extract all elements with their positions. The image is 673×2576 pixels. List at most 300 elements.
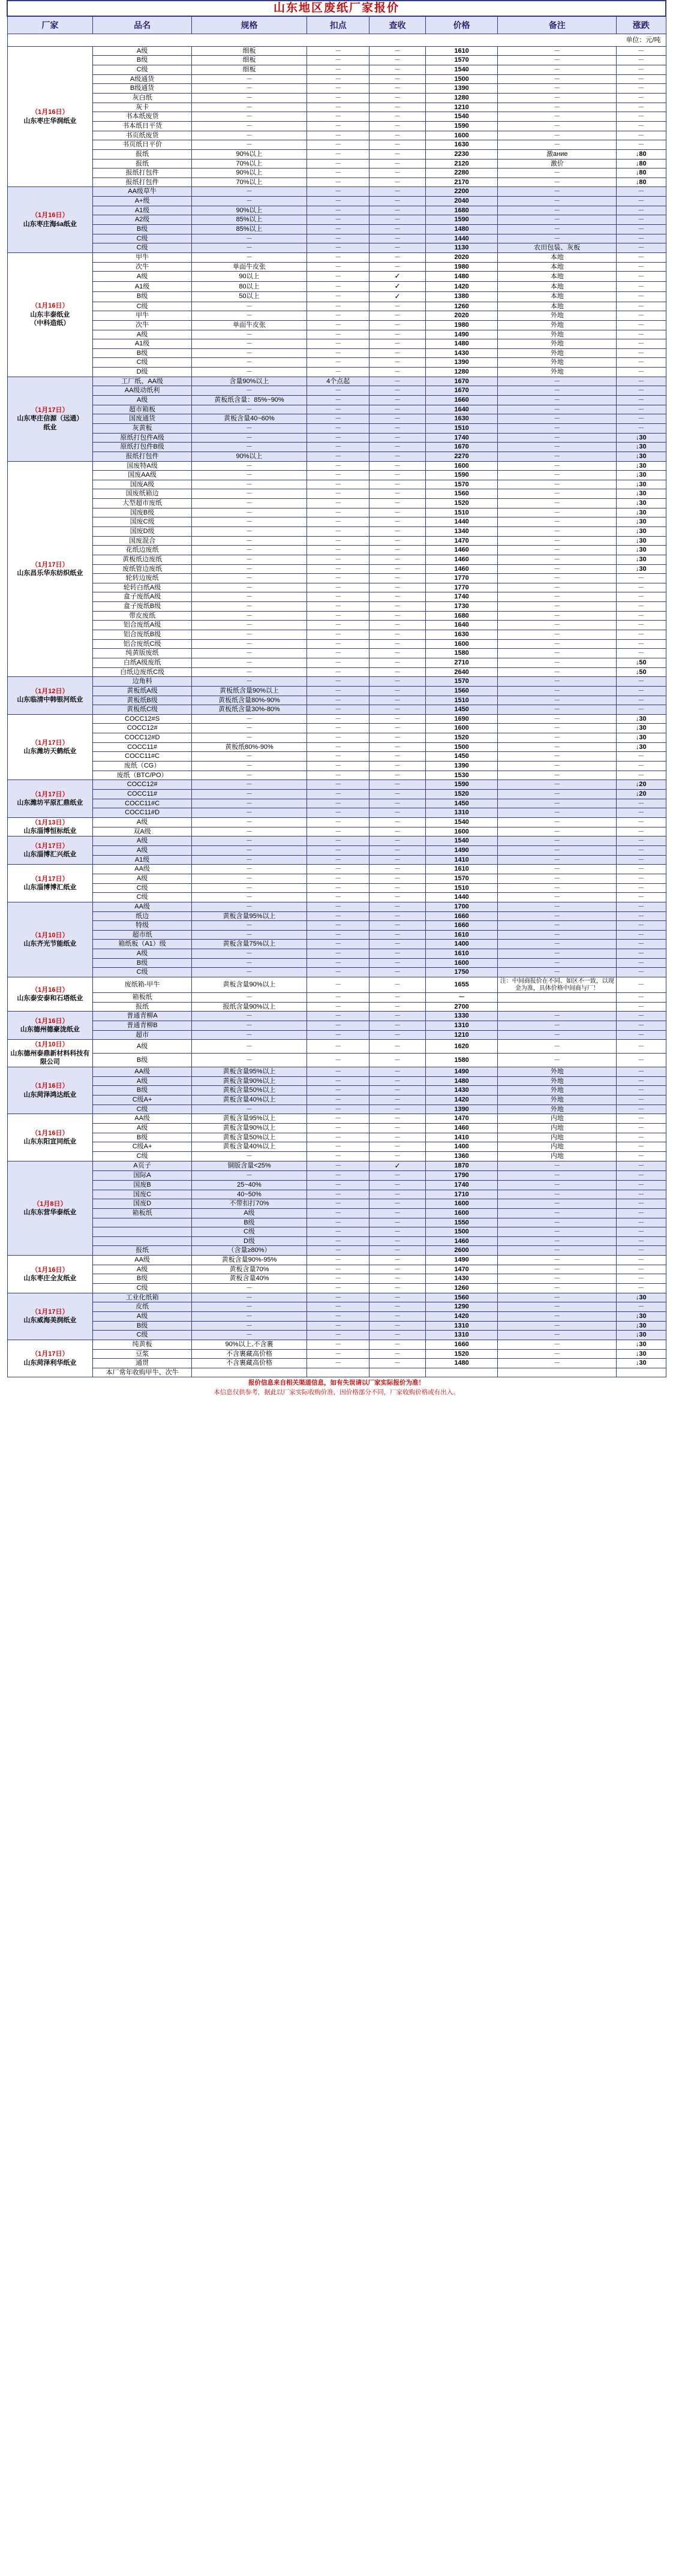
price-value: 1510 [425,423,498,433]
product-name: COCC11#C [93,799,192,808]
check-value: － [369,1086,425,1096]
product-spec [191,1368,307,1377]
change-value: ↓80 [617,159,666,168]
change-value: － [617,893,666,902]
deduct-value: － [307,799,369,808]
note-value: － [498,621,617,630]
change-value: － [617,1265,666,1274]
deduct-value: － [307,1076,369,1086]
price-value: 1460 [425,564,498,574]
check-value: － [369,168,425,178]
firm-date: （1月10日） [31,1041,69,1049]
check-value: － [369,206,425,215]
check-value: － [369,149,425,159]
price-value: 1540 [425,817,498,827]
deduct-value: － [307,789,369,799]
product-spec: － [191,517,307,527]
change-value: － [617,705,666,715]
firm-cell [7,677,93,715]
deduct-value: － [307,930,369,940]
price-value: 2020 [425,252,498,262]
change-value: － [617,1199,666,1209]
product-spec: － [191,930,307,940]
note-value: － [498,742,617,752]
product-name: 盒子废纸B级 [93,602,192,612]
check-value: － [369,140,425,150]
check-value: － [369,1311,425,1321]
check-value: － [369,1105,425,1114]
deduct-value: － [307,771,369,780]
change-value: － [617,1246,666,1256]
product-name: AA级草牛 [93,187,192,197]
product-name: D级 [93,368,192,377]
price-value: 1400 [425,1142,498,1152]
note-value: － [498,1054,617,1067]
check-value: － [369,1199,425,1209]
price-value: 2120 [425,159,498,168]
product-spec: － [191,583,307,592]
deduct-value: － [307,121,369,131]
product-spec: － [191,1293,307,1302]
product-spec: － [191,789,307,799]
change-value: － [617,958,666,968]
table-row [7,574,666,583]
note-value: － [498,74,617,84]
change-value: － [617,799,666,808]
product-name: C级 [93,968,192,977]
change-value: － [617,1208,666,1218]
table-row [7,396,666,405]
change-value: － [617,1227,666,1237]
price-value: 1310 [425,1021,498,1030]
change-value: － [617,112,666,122]
change-value: － [617,1302,666,1312]
deduct-value: － [307,489,369,499]
firm-name: 山东东阳宣同纸业 [23,1137,77,1145]
product-name: A级 [93,836,192,846]
product-spec: － [191,1284,307,1293]
table-row [7,1293,666,1302]
check-value: － [369,762,425,771]
product-spec: － [191,243,307,253]
deduct-value: － [307,1161,369,1171]
deduct-value: － [307,780,369,790]
price-value: 1480 [425,225,498,234]
deduct-value: － [307,1067,369,1077]
note-value: － [498,508,617,517]
product-spec: 85%以上 [191,225,307,234]
product-name: A级 [93,874,192,884]
product-name: 报纸 [93,1002,192,1012]
price-value: 1520 [425,789,498,799]
product-name: 甲牛 [93,252,192,262]
price-value: 1460 [425,1236,498,1246]
change-value: ↓80 [617,177,666,187]
change-value: － [617,414,666,424]
deduct-value: － [307,1256,369,1265]
note-value: － [498,1040,617,1054]
product-name: 报纸 [93,149,192,159]
note-value: － [498,968,617,977]
table-row [7,168,666,178]
table-row [7,677,666,687]
product-name: 书页纸废货 [93,131,192,140]
table-row [7,921,666,931]
check-value: － [369,103,425,112]
product-spec: － [191,187,307,197]
check-value: － [369,714,425,724]
product-spec: － [191,714,307,724]
note-value: 激价 [498,159,617,168]
price-value: 1510 [425,696,498,705]
price-value: 1430 [425,348,498,358]
product-spec: 90以上 [191,272,307,282]
product-name: A页子 [93,1161,192,1171]
change-value: － [617,243,666,253]
product-name: B级 [93,348,192,358]
product-spec: － [191,499,307,508]
firm-date: （1月16日） [31,1129,69,1137]
product-spec: 90%以上 [191,149,307,159]
product-name: 灰白纸 [93,94,192,103]
note-value: － [498,1236,617,1246]
product-spec: － [191,1302,307,1312]
note-value: － [498,1331,617,1340]
note-value: － [498,902,617,911]
check-value: － [369,621,425,630]
note-value: － [498,517,617,527]
price-value: 2600 [425,1246,498,1256]
note-value: － [498,1161,617,1171]
firm-cell [7,187,93,252]
check-value: － [369,536,425,546]
product-spec: 黄板含量40~60% [191,414,307,424]
check-value: － [369,56,425,65]
table-row [7,1030,666,1040]
note-value: 内地 [498,1114,617,1124]
check-value: － [369,742,425,752]
table-row [7,368,666,377]
product-spec: － [191,677,307,687]
price-value: 1640 [425,405,498,414]
product-name: 工业化纸箱 [93,1293,192,1302]
change-value: ↓30 [617,1321,666,1331]
check-value: － [369,930,425,940]
deduct-value: － [307,993,369,1003]
note-value: － [498,546,617,555]
change-value: － [617,121,666,131]
price-value: 1670 [425,443,498,452]
table-row [7,1054,666,1067]
table-row [7,789,666,799]
table-row [7,443,666,452]
check-value: － [369,433,425,443]
check-value: － [369,1040,425,1054]
check-value: － [369,508,425,517]
price-value: 1770 [425,574,498,583]
price-value: 1570 [425,677,498,687]
table-row [7,639,666,649]
check-value: － [369,649,425,658]
note-value: － [498,893,617,902]
product-spec: 黄板含量70% [191,1265,307,1274]
product-name: C级 [93,883,192,893]
deduct-value: － [307,977,369,993]
product-name: B级 [93,1274,192,1284]
deduct-value: － [307,940,369,949]
table-row [7,94,666,103]
deduct-value: － [307,686,369,696]
product-name: C级 [93,243,192,253]
note-value: － [498,762,617,771]
product-name: B级 [93,1054,192,1067]
firm-date: （1月13日） [31,818,69,826]
note-value: 内地 [498,1133,617,1142]
change-value: － [617,574,666,583]
change-value: － [617,611,666,621]
check-value: － [369,499,425,508]
change-value: － [617,1180,666,1190]
deduct-value: － [307,667,369,677]
price-value: 1610 [425,949,498,959]
check-value: － [369,583,425,592]
table-row [7,311,666,321]
change-value: － [617,423,666,433]
price-value: 1570 [425,874,498,884]
deduct-value: － [307,517,369,527]
table-row [7,1161,666,1171]
change-value: ↓30 [617,1359,666,1368]
note-value: － [498,1302,617,1312]
price-value: 1390 [425,358,498,368]
note-value: － [498,1021,617,1030]
deduct-value: － [307,414,369,424]
deduct-value: － [307,348,369,358]
note-value: － [498,1180,617,1190]
table-row [7,1311,666,1321]
note-value: － [498,789,617,799]
product-spec: － [191,433,307,443]
deduct-value: － [307,1133,369,1142]
change-value: － [617,234,666,243]
table-row [7,583,666,592]
firm-cell [7,1293,93,1340]
price-value: 1680 [425,206,498,215]
note-value: － [498,526,617,536]
product-name: A级 [93,330,192,339]
price-value: 1490 [425,1256,498,1265]
deduct-value: － [307,902,369,911]
price-value: 1740 [425,592,498,602]
firm-date: （1月17日） [31,561,69,568]
check-value: － [369,1274,425,1284]
change-value: － [617,696,666,705]
table-row [7,771,666,780]
deduct-value: － [307,696,369,705]
product-spec: － [191,94,307,103]
note-value: － [498,84,617,94]
price-value: 1590 [425,121,498,131]
product-name: 国废混合 [93,536,192,546]
product-name: A1级 [93,855,192,865]
note-value: － [498,103,617,112]
deduct-value: － [307,112,369,122]
change-value: － [617,940,666,949]
product-spec: － [191,658,307,667]
note-value: － [498,696,617,705]
check-value: － [369,733,425,743]
check-value: － [369,1012,425,1021]
firm-name: 山东淄博博汇纸业 [23,884,77,892]
note-value: 激ание [498,149,617,159]
firm-name: 山东淄博恒标纸业 [23,827,77,835]
product-name: A级 [93,396,192,405]
deduct-value: － [307,405,369,414]
table-row [7,1142,666,1152]
product-name: A1级 [93,339,192,349]
deduct-value: － [307,526,369,536]
change-value: － [617,1284,666,1293]
deduct-value: － [307,168,369,178]
product-name: 黄板纸A级 [93,686,192,696]
table-row [7,1302,666,1312]
table-row [7,187,666,197]
product-name: A1级 [93,206,192,215]
check-value: － [369,921,425,931]
note-value: 外地 [498,1086,617,1096]
note-value: 外地 [498,358,617,368]
change-value: － [617,1171,666,1181]
deduct-value: － [307,621,369,630]
product-name: A级 [93,949,192,959]
change-value: － [617,1012,666,1021]
change-value: － [617,827,666,836]
check-value: － [369,74,425,84]
change-value: － [617,140,666,150]
table-row [7,461,666,471]
table-row [7,940,666,949]
check-value: － [369,302,425,311]
table-row [7,836,666,846]
product-spec: － [191,330,307,339]
price-table [7,0,666,1377]
check-value: － [369,65,425,75]
product-spec: 黄板含量90%以上 [191,977,307,993]
price-value: 1580 [425,1054,498,1067]
check-value: － [369,1096,425,1105]
product-spec: － [191,574,307,583]
deduct-value: － [307,724,369,733]
check-value: － [369,1180,425,1190]
table-row [7,968,666,977]
product-spec: － [191,112,307,122]
table-row [7,667,666,677]
deduct-value: － [307,817,369,827]
table-row [7,1340,666,1349]
price-value: 1560 [425,686,498,696]
footer-disclaimer [7,1379,666,1397]
product-spec: － [191,489,307,499]
note-value: － [498,883,617,893]
note-value: － [498,771,617,780]
price-value: 1510 [425,883,498,893]
product-name: 国废B [93,1180,192,1190]
product-name: A级 [93,1123,192,1133]
product-spec: － [191,1021,307,1030]
note-value: － [498,1012,617,1021]
deduct-value: － [307,1171,369,1181]
firm-cell [7,714,93,780]
product-name: 废纸（CG） [93,762,192,771]
note-value: － [498,1218,617,1227]
firm-name: 山东枣庄华润纸业 [23,117,77,125]
table-row [7,121,666,131]
price-value: 1610 [425,46,498,56]
product-name: B级 [93,958,192,968]
note-value: 外地 [498,311,617,321]
deduct-value: － [307,883,369,893]
product-spec: － [191,339,307,349]
firm-cell [7,836,93,865]
product-name: C级 [93,234,192,243]
check-value: － [369,187,425,197]
check-value: － [369,827,425,836]
table-row [7,433,666,443]
product-name: 通贯 [93,1359,192,1368]
change-value: － [617,1142,666,1152]
note-value: 注：中间商报价在不同、如区不一致，以现金为准，具体价格中间商与厂！ [498,977,617,993]
check-value: － [369,377,425,386]
deduct-value: － [307,262,369,272]
firm-date: （1月16日） [31,302,69,310]
change-value: － [617,1067,666,1077]
price-value: 1980 [425,320,498,330]
note-value: 本地 [498,302,617,311]
deduct-value: － [307,1321,369,1331]
check-value: － [369,452,425,461]
deduct-value: － [307,921,369,931]
deduct-value: － [307,865,369,874]
table-row [7,993,666,1003]
product-name: B级 [93,1321,192,1331]
table-row [7,536,666,546]
change-value: ↓30 [617,452,666,461]
product-spec: － [191,621,307,630]
deduct-value: － [307,1054,369,1067]
product-spec: － [191,855,307,865]
product-spec: 黄板纸含量：85%~90% [191,396,307,405]
product-spec: － [191,846,307,856]
note-value: － [498,94,617,103]
check-value [369,1368,425,1377]
product-spec: 90%以上 [191,206,307,215]
note-value: － [498,225,617,234]
note-value: － [498,658,617,667]
table-row [7,177,666,187]
change-value: － [617,56,666,65]
price-value: 1340 [425,526,498,536]
price-value: 1590 [425,215,498,225]
table-row [7,602,666,612]
deduct-value: － [307,1040,369,1054]
product-spec: 黄板含量90%以上 [191,1076,307,1086]
table-row [7,630,666,640]
note-value: － [498,1256,617,1265]
table-row [7,762,666,771]
check-value: ✓ [369,291,425,302]
deduct-value: － [307,762,369,771]
note-value: 内地 [498,1151,617,1161]
